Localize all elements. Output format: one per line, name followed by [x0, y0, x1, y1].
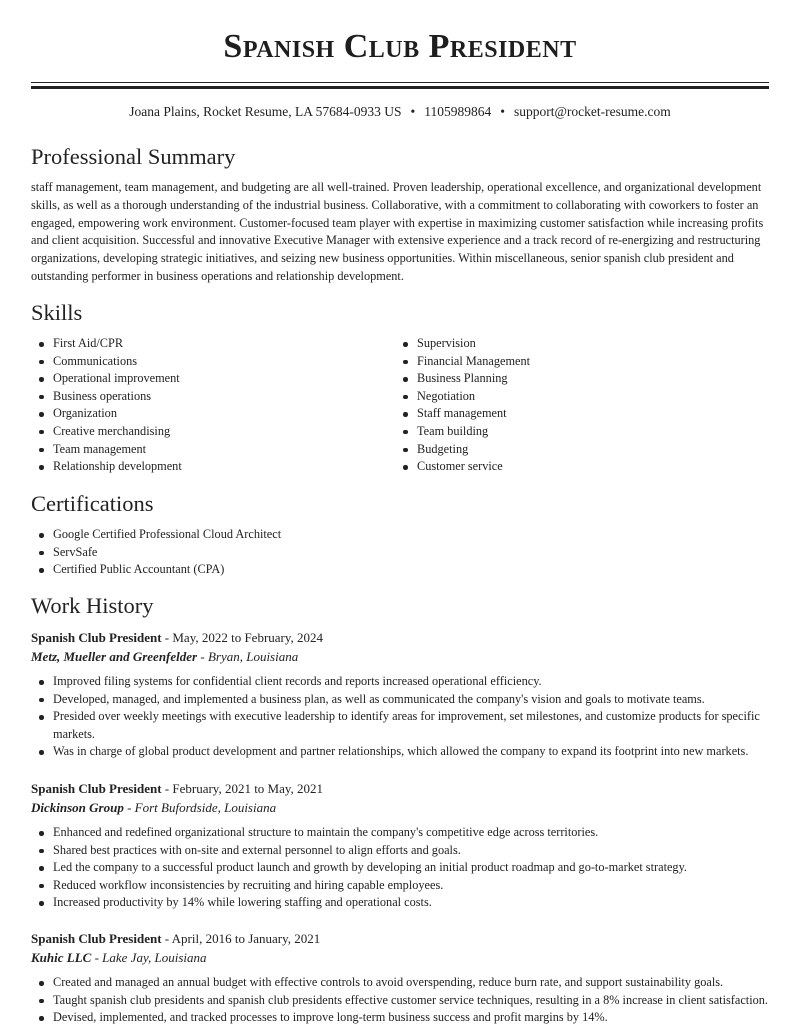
contact-email[interactable]: support@rocket-resume.com: [513, 104, 671, 119]
skill-item: Business operations: [31, 388, 371, 406]
skill-item: Financial Management: [395, 353, 735, 371]
job-bullets: [31, 974, 771, 1027]
contact-line: [0, 104, 800, 120]
skills-heading: Skills: [31, 300, 83, 325]
certification-item: ServSafe: [31, 544, 771, 562]
job-bullets: [31, 824, 771, 912]
skill-item: Staff management: [395, 405, 735, 423]
contact-separator: •: [410, 104, 416, 119]
job-company-line: [31, 647, 771, 666]
summary-text: staff management, team management, and budgeting are all well-trained. Proven leadership, operational excellence, and organizational development skills, as well as a thorough understanding of the industrial business. Collaborative, with a commitment to collaborating with coworkers to foster an engaged, empowering work environment. Customer-focused team player with expertise in maximizing customer satisfaction while increasing profits and client acquisition. Successful and innovative Executive Manager with extensive experience and a track record of re-energizing and restructuring organizations, developing strategic initiatives, and seizing new business opportunities. Within miscellaneous, senior spanish club president and outstanding performer in business operations and relationship development.: [31, 180, 764, 283]
skill-item: Budgeting: [395, 441, 735, 459]
certifications-list-wrap: [31, 526, 771, 579]
skills-list-left: [31, 335, 371, 476]
skills-list-right: [395, 335, 735, 476]
job-bullet: Created and managed an annual budget with effective controls to avoid overspending, reduce burn rate, and support sustainability goals.: [31, 974, 771, 992]
certification-item: Certified Public Accountant (CPA): [31, 561, 771, 579]
certification-item: Google Certified Professional Cloud Architect: [31, 526, 771, 544]
skill-item: Negotiation: [395, 388, 735, 406]
job-role: Spanish Club President: [31, 781, 162, 796]
job-bullet: Presided over weekly meetings with executive leadership to identify areas for improvement, set milestones, and customize products for specific markets.: [31, 708, 771, 743]
skill-item: Customer service: [395, 458, 735, 476]
job-dates: - April, 2016 to January, 2021: [161, 931, 321, 946]
skill-item: Communications: [31, 353, 371, 371]
job-role: Spanish Club President: [31, 630, 162, 645]
summary-heading: Professional Summary: [31, 144, 236, 169]
job-bullet: Devised, implemented, and tracked processes to improve long-term business success and profit margins by 14%.: [31, 1009, 771, 1027]
job-bullet: Was in charge of global product development and partner relationships, which allowed the company to expand its footprint into new markets.: [31, 743, 771, 761]
job-bullet: Increased productivity by 14% while lowering staffing and operational costs.: [31, 894, 771, 912]
job-entry: [31, 628, 771, 761]
job-title-line: [31, 929, 771, 948]
job-bullet: Led the company to a successful product launch and growth by developing an initial product roadmap and go-to-market strategy.: [31, 859, 771, 877]
job-company: Dickinson Group: [31, 800, 124, 815]
contact-address: Joana Plains, Rocket Resume, LA 57684-0933 US: [129, 104, 402, 119]
job-bullet: Reduced workflow inconsistencies by recruiting and hiring capable employees.: [31, 877, 771, 895]
job-bullet: Enhanced and redefined organizational structure to maintain the company's competitive edge across territories.: [31, 824, 771, 842]
contact-phone[interactable]: 1105989864: [424, 104, 492, 119]
job-entry: [31, 929, 771, 1027]
certifications-heading: Certifications: [31, 491, 154, 516]
job-bullet: Taught spanish club presidents and spanish club presidents effective customer service techniques, resulting in a 8% increase in client satisfaction.: [31, 992, 771, 1010]
skills-column-right: [395, 335, 735, 476]
job-company-line: [31, 948, 771, 967]
skill-item: Team management: [31, 441, 371, 459]
job-role: Spanish Club President: [31, 931, 162, 946]
job-company: Kuhic LLC: [31, 950, 92, 965]
job-title-line: [31, 779, 771, 798]
certifications-list: [31, 526, 771, 579]
job-location: - Lake Jay, Louisiana: [91, 950, 207, 965]
header-rule-thin: [31, 82, 769, 83]
resume-name: Spanish Club President: [223, 28, 577, 65]
skill-item: Business Planning: [395, 370, 735, 388]
job-location: - Bryan, Louisiana: [197, 649, 299, 664]
contact-separator: •: [500, 104, 505, 119]
skills-column-left: [31, 335, 371, 476]
job-bullet: Improved filing systems for confidential client records and reports increased operational efficiency.: [31, 673, 771, 691]
skill-item: Team building: [395, 423, 735, 441]
job-bullet: Developed, managed, and implemented a business plan, as well as communicated the company's vision and goals to motivate teams.: [31, 691, 771, 709]
job-company: Metz, Mueller and Greenfelder: [31, 649, 198, 664]
summary-section: [31, 146, 771, 169]
job-dates: - May, 2022 to February, 2024: [161, 630, 324, 645]
work-heading: Work History: [31, 593, 154, 618]
skills-section: [31, 302, 771, 325]
skill-item: Supervision: [395, 335, 735, 353]
job-dates: - February, 2021 to May, 2021: [161, 781, 324, 796]
work-section: [31, 595, 771, 618]
job-entry: [31, 779, 771, 912]
job-company-line: [31, 798, 771, 817]
certifications-section: [31, 493, 771, 516]
job-location: - Fort Bufordside, Louisiana: [123, 800, 277, 815]
skill-item: Organization: [31, 405, 371, 423]
job-bullets: [31, 673, 771, 761]
skill-item: Relationship development: [31, 458, 371, 476]
skill-item: Creative merchandising: [31, 423, 371, 441]
job-title-line: [31, 628, 771, 647]
skill-item: Operational improvement: [31, 370, 371, 388]
job-bullet: Shared best practices with on-site and external personnel to align efforts and goals.: [31, 842, 771, 860]
header-rule-thick: [31, 86, 769, 89]
skill-item: First Aid/CPR: [31, 335, 371, 353]
